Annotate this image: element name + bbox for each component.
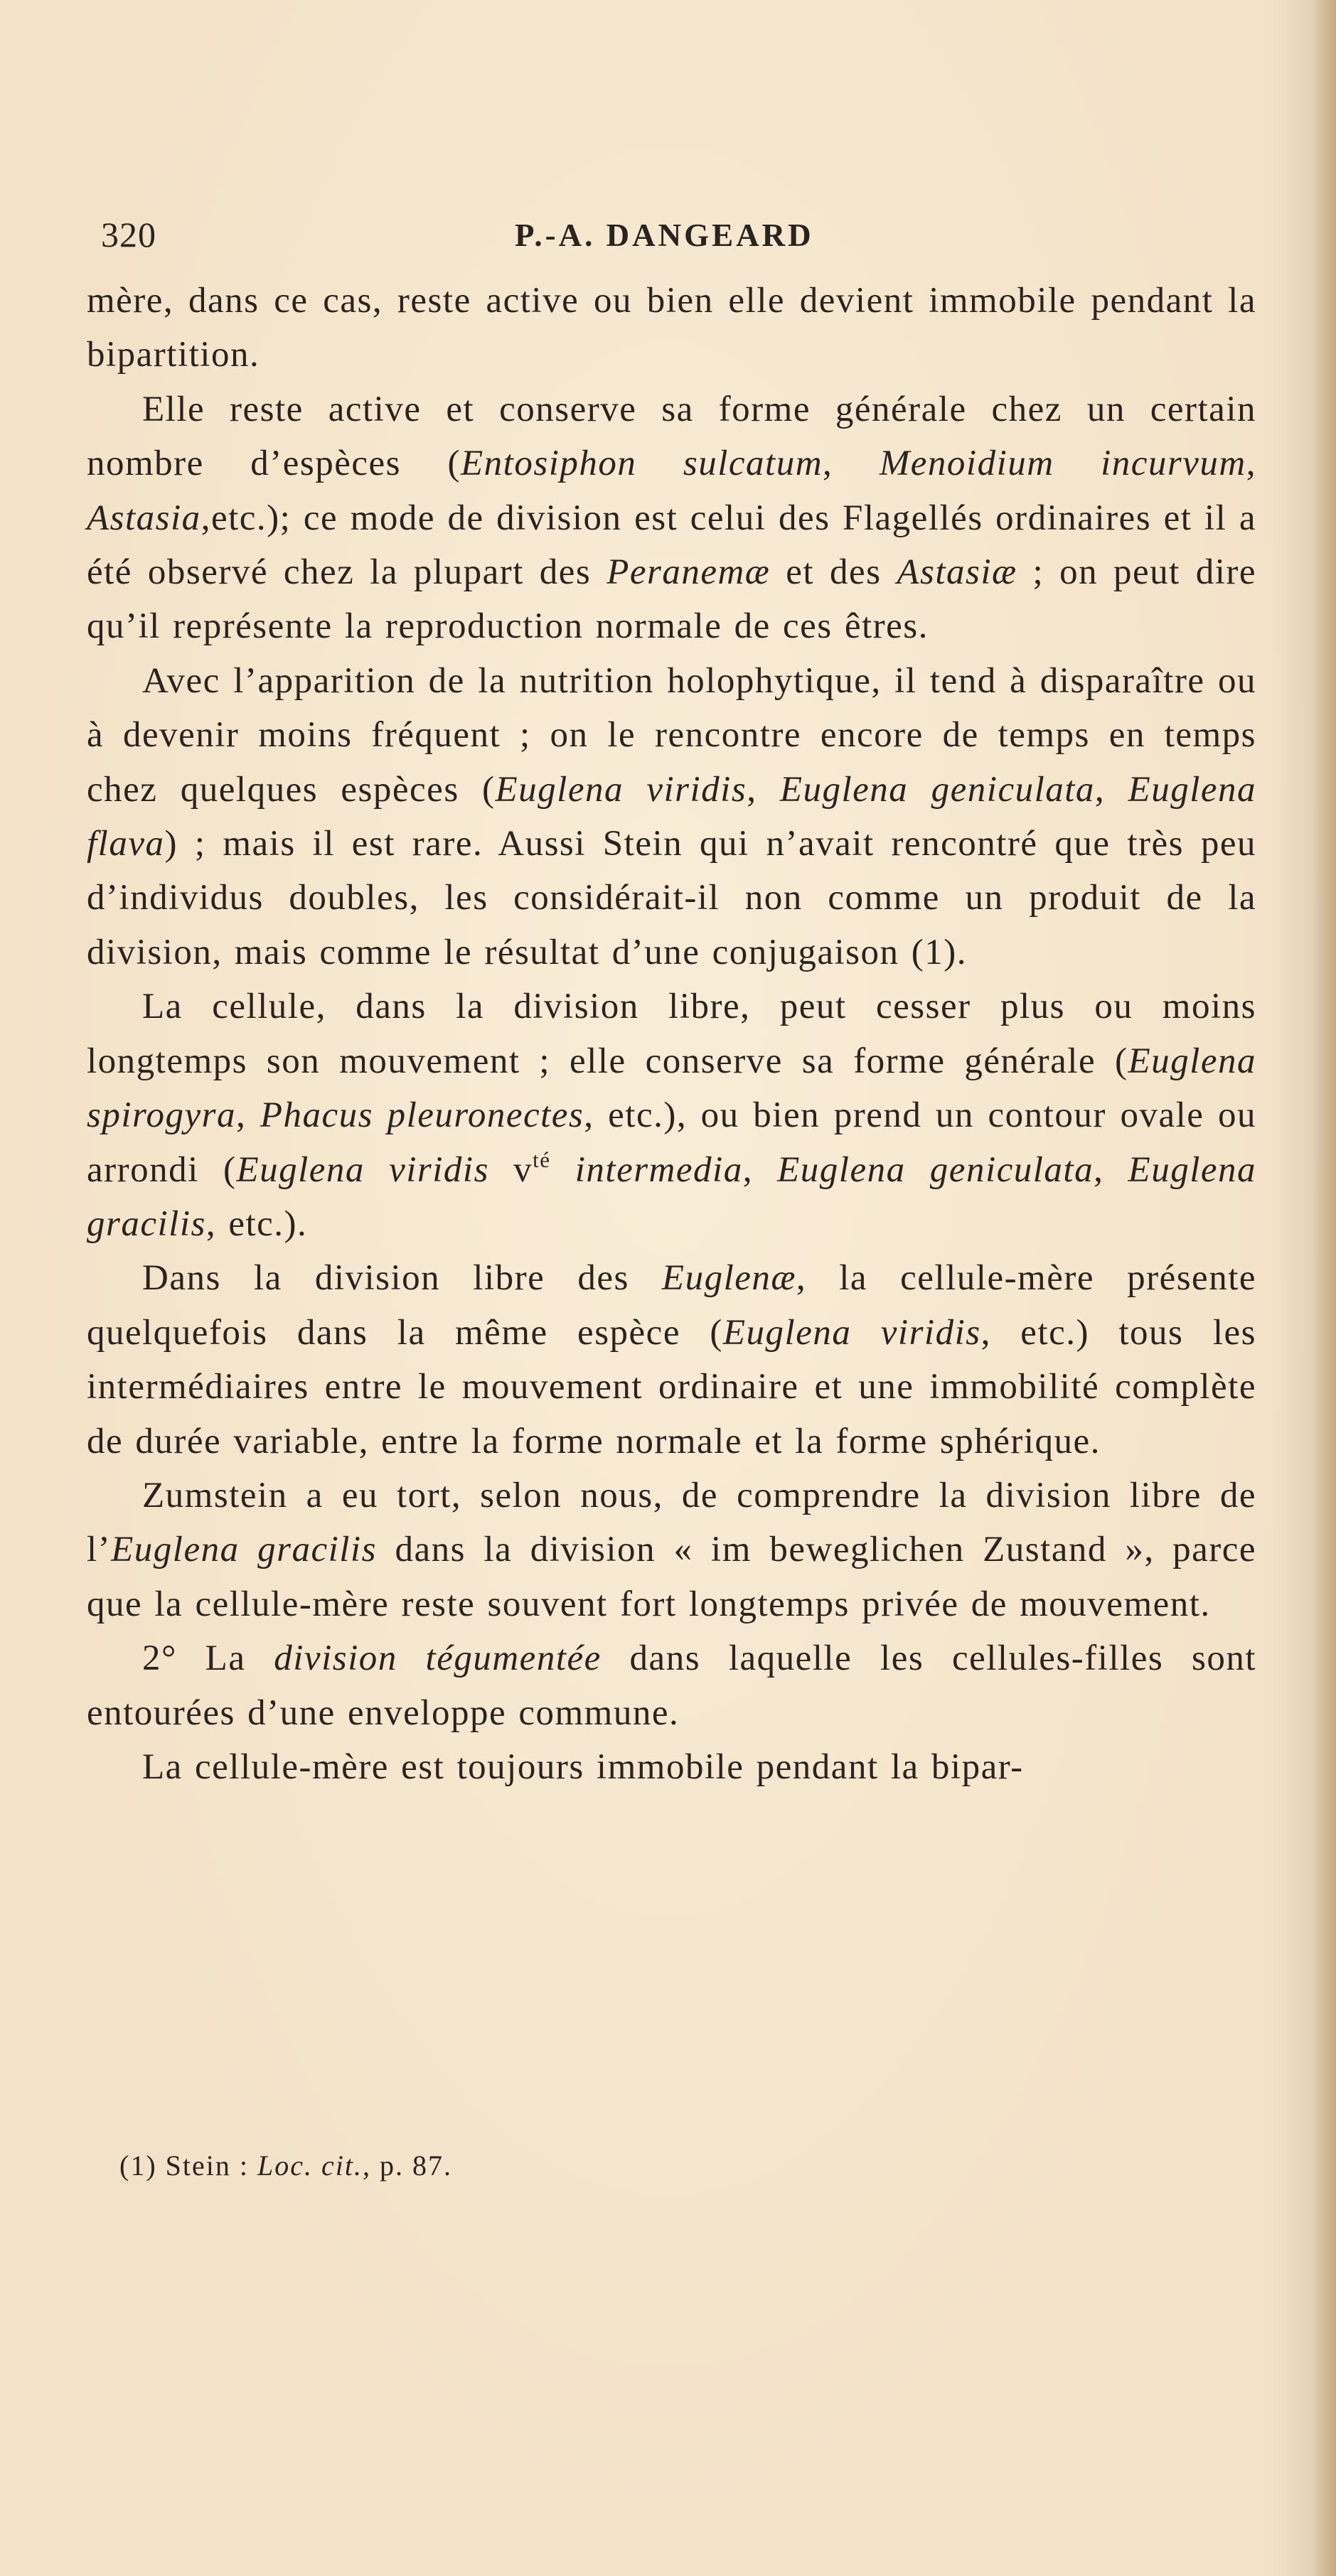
text-run: Zumstein a eu tort, selon nous, de comprendre la division libre de l’: [87, 1475, 1256, 1570]
superscript-run: té: [533, 1147, 551, 1172]
italic-run: Euglena geniculata: [777, 1149, 1094, 1190]
paragraph: [87, 274, 1256, 382]
text-run: ,: [742, 1149, 778, 1190]
text-run: ) ; mais il est rare. Aussi Stein qui n’avait rencontré que très peu d’individus doubles, les considérait-il non comme un produit de la division, mais comme le résultat d’une conjugaison (1).: [87, 824, 1256, 972]
italic-run: Euglena viridis: [236, 1149, 489, 1190]
paragraph: [87, 980, 1256, 1251]
text-run: Dans la division libre des: [142, 1258, 662, 1299]
body-text: [87, 274, 1256, 1794]
italic-run: Euglena spirogyra: [87, 1041, 1256, 1136]
footnote-marker: (1) Stein :: [119, 2150, 257, 2181]
text-run: et des: [770, 552, 897, 593]
text-run: [551, 1150, 575, 1190]
text-run: dans laquelle les cellules-filles sont entourées d’une enveloppe commune.: [87, 1638, 1256, 1733]
italic-run: Euglena geniculata: [779, 769, 1095, 810]
text-run: ,: [235, 1095, 260, 1136]
text-run: ,: [1094, 1149, 1128, 1190]
text-run: ,etc.); ce mode de division est celui des Flagellés ordinaires et il a été observé chez la plupart des: [87, 498, 1256, 593]
italic-run: Entosiphon sulcatum: [461, 444, 823, 484]
text-run: 2° La: [142, 1638, 274, 1679]
text-run: , la cellule-mère présente quelquefois dans la même espèce (: [87, 1258, 1256, 1353]
paragraph: [87, 1469, 1256, 1631]
italic-run: Astasia: [87, 498, 201, 538]
italic-run: Euglena flava: [87, 769, 1257, 864]
running-head: P.-A. DANGEARD: [515, 218, 814, 253]
page-header: [101, 210, 1267, 267]
text-run: Avec l’apparition de la nutrition holophytique, il tend à disparaître ou à devenir moins fréquent ; on le rencontre encore de temps en temps chez quelques espèces (: [87, 660, 1256, 810]
paragraph: [87, 1740, 1256, 1794]
page-edge-shadow: [1312, 0, 1336, 2576]
text-run: ,: [1094, 769, 1128, 810]
paragraph: [87, 1631, 1256, 1740]
italic-run: Astasiæ: [897, 552, 1017, 593]
text-run: ,: [747, 769, 780, 810]
italic-run: division tégumentée: [274, 1638, 602, 1679]
italic-run: Euglena gracilis: [111, 1530, 377, 1570]
text-run: , etc.), ou bien prend un contour ovale ou arrondi (: [87, 1095, 1257, 1190]
footnote-reference: Loc. cit.: [257, 2150, 363, 2181]
paragraph: [87, 382, 1256, 654]
page-number: 320: [101, 215, 156, 254]
text-run: Elle reste active et conserve sa forme générale chez un certain nombre d’espèces (: [87, 389, 1256, 484]
text-run: v: [488, 1149, 533, 1190]
text-run: ; on peut dire qu’il représente la reproduction normale de ces êtres.: [87, 552, 1257, 647]
footnote-page: , p. 87.: [362, 2150, 452, 2181]
paragraph: [87, 1251, 1256, 1469]
text-run: dans la division « im beweglichen Zustand », parce que la cellule-mère reste souvent fort longtemps privée de mouvement.: [87, 1530, 1256, 1624]
text-run: ,: [823, 444, 880, 484]
text-run: , etc.) tous les intermédiaires entre le mouvement ordinaire et une immobilité complète de durée variable, entre la forme normale et la forme sphérique.: [87, 1312, 1256, 1461]
text-run: , etc.).: [205, 1203, 308, 1244]
text-run: La cellule, dans la division libre, peut cesser plus ou moins longtemps son mouvement ; elle conserve sa forme générale (: [87, 987, 1256, 1081]
text-run: mère, dans ce cas, reste active ou bien elle devient immobile pendant la bipartition.: [87, 281, 1256, 375]
italic-run: intermedia: [575, 1149, 743, 1190]
paragraph: [87, 654, 1256, 980]
text-run: ,: [1246, 444, 1256, 484]
italic-run: Euglena viridis: [495, 769, 747, 810]
italic-run: Euglena viridis: [722, 1312, 981, 1353]
italic-run: Euglenæ: [661, 1258, 796, 1299]
italic-run: Menoidium incurvum: [879, 444, 1246, 484]
italic-run: Peranemæ: [606, 552, 771, 593]
italic-run: Euglena gracilis: [87, 1149, 1257, 1244]
footnote: [119, 2147, 452, 2185]
italic-run: Phacus pleuronectes: [260, 1095, 584, 1136]
text-run: La cellule-mère est toujours immobile pendant la bipar-: [142, 1746, 1024, 1787]
